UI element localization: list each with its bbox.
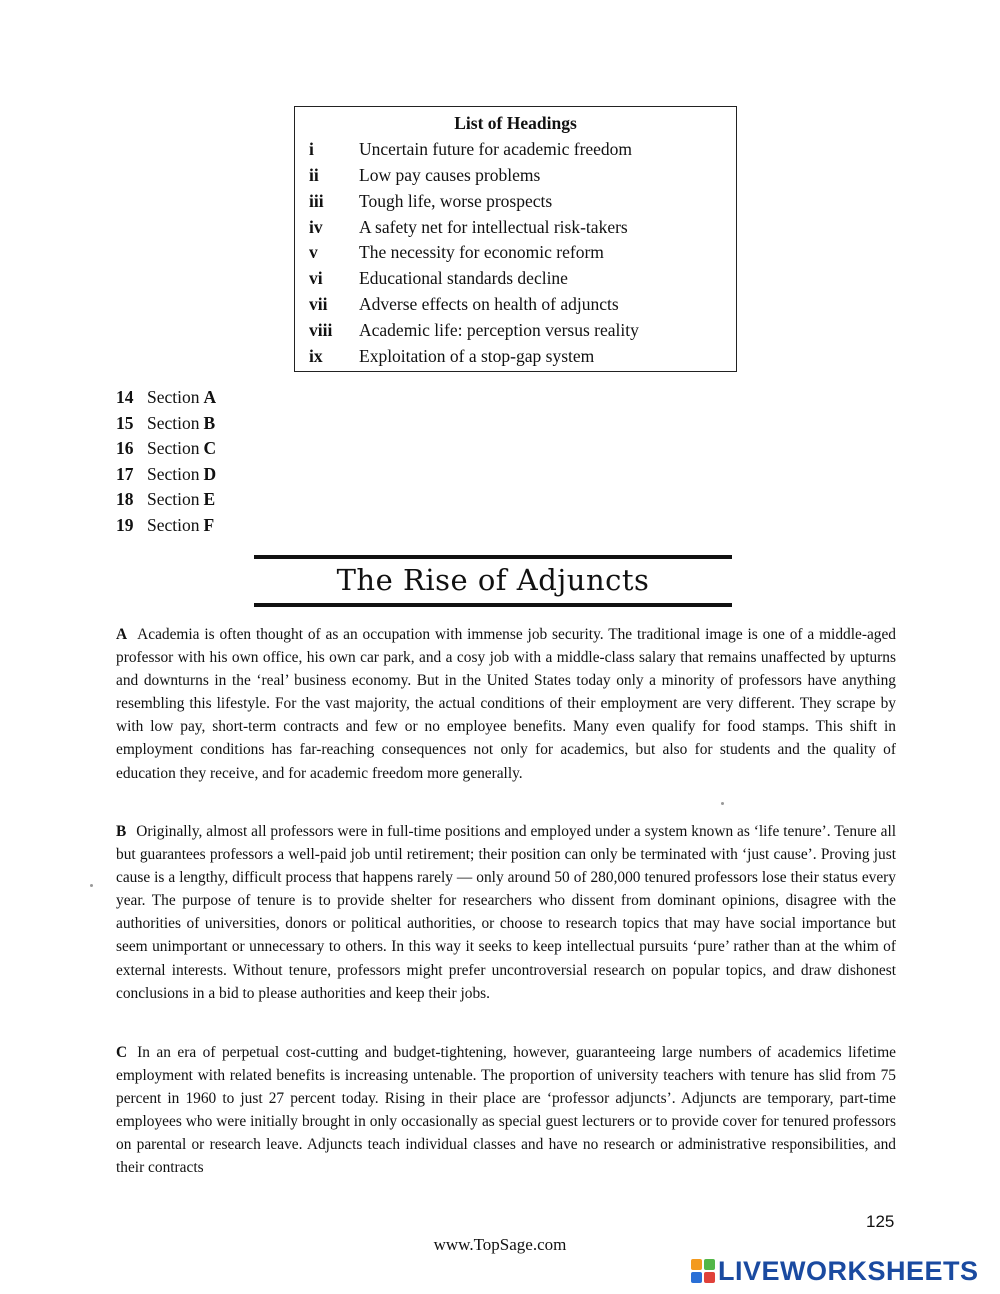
heading-text: Academic life: perception versus reality <box>359 320 639 340</box>
title-rule-top <box>254 555 732 559</box>
headings-title: List of Headings <box>454 113 577 133</box>
paragraph-letter: B <box>116 823 127 840</box>
paragraph-text: In an era of perpetual cost-cutting and budget-tightening, however, guaranteeing large numbers of academics lifetime employment with related benefits is increasing untenable. The proportion of university teachers with tenure has slid from 75 percent in 1960 to just 27 percent today. Rising in their place are ‘professor adjuncts’. Adjuncts are temporary, part-time employees who were initially brought in only occasionally as special guest lecturers or to provide cover for tenured professors on parental or research leave. Adjuncts teach individual classes and have no research or administrative responsibilities, and their contracts <box>116 1044 896 1177</box>
heading-numeral: vii <box>309 294 328 314</box>
question-number: 19 <box>116 515 134 535</box>
heading-text: Uncertain future for academic freedom <box>359 139 633 159</box>
paragraph-a <box>116 623 896 785</box>
question-row <box>116 489 215 510</box>
heading-text: The necessity for economic reform <box>359 242 604 262</box>
heading-numeral: vi <box>309 268 323 288</box>
question-row <box>116 464 216 485</box>
heading-numeral: v <box>309 242 318 262</box>
question-label: Section <box>147 515 200 535</box>
paragraph-letter: A <box>116 626 128 643</box>
heading-numeral: ii <box>309 165 319 185</box>
liveworksheets-logo-icon <box>690 1258 716 1284</box>
question-section-letter: E <box>203 489 216 509</box>
question-section-letter: F <box>203 515 215 535</box>
question-number: 14 <box>116 387 134 407</box>
page-number: 125 <box>866 1212 895 1231</box>
question-label: Section <box>147 489 200 509</box>
heading-text: Educational standards decline <box>359 268 568 288</box>
question-number: 16 <box>116 438 134 458</box>
question-section-letter: C <box>203 438 217 458</box>
question-label: Section <box>147 464 200 484</box>
question-row <box>116 413 215 434</box>
question-label: Section <box>147 413 200 433</box>
question-section-letter: A <box>203 387 217 407</box>
heading-text: A safety net for intellectual risk-takers <box>359 217 628 237</box>
paragraph-text: Originally, almost all professors were in full-time positions and employed under a system known as ‘life tenure’. Tenure all but guarantees professors a well-paid job until retirement; their position can only be terminated with ‘just cause’. Proving just cause is a lengthy, difficult process that happens rarely — only around 50 of 280,000 tenured professors lose their status every year. The purpose of tenure is to provide shelter for researchers who dissent from dominant opinions, disagree with the authorities of universities, donors or political authorities, or choose to research topics that may have social importance but seem unimportant or unnecessary to others. In this way it seeks to keep intellectual pursuits ‘pure’ rather than at the whim of external interests. Without tenure, professors might prefer uncontroversial research on popular topics, and draw dishonest conclusions in a bid to please authorities and keep their jobs. <box>116 823 896 1002</box>
heading-numeral: iv <box>309 217 323 237</box>
heading-numeral: i <box>309 139 314 159</box>
brand-name: LIVEWORKSHEETS <box>718 1256 979 1286</box>
paragraph-letter: C <box>116 1044 128 1061</box>
scan-speck <box>721 802 724 805</box>
scan-speck <box>90 884 93 887</box>
title-rule-bottom <box>254 603 732 607</box>
heading-numeral: viii <box>309 320 333 340</box>
heading-text: Exploitation of a stop-gap system <box>359 346 595 366</box>
heading-numeral: iii <box>309 191 324 211</box>
question-label: Section <box>147 387 200 407</box>
heading-text: Adverse effects on health of adjuncts <box>359 294 619 314</box>
question-row <box>116 515 214 536</box>
question-label: Section <box>147 438 200 458</box>
article-title: The Rise of Adjuncts <box>336 563 650 597</box>
question-number: 18 <box>116 489 134 509</box>
list-of-headings-box <box>294 106 737 372</box>
heading-text: Low pay causes problems <box>359 165 541 185</box>
heading-numeral: ix <box>309 346 323 366</box>
question-number: 17 <box>116 464 134 484</box>
question-row <box>116 387 216 408</box>
paragraph-b <box>116 820 896 1005</box>
footer-url: www.TopSage.com <box>433 1235 567 1254</box>
paragraph-c <box>116 1041 896 1180</box>
heading-text: Tough life, worse prospects <box>359 191 553 211</box>
question-number: 15 <box>116 413 134 433</box>
question-row <box>116 438 216 459</box>
paragraph-text: Academia is often thought of as an occupation with immense job security. The traditional image is one of a middle-aged professor with his own office, his own car park, and a cosy job with a middle-class salary that remains unaffected by upturns and downturns in the ‘real’ business economy. But in the United States today only a minority of professors have anything resembling this lifestyle. For the vast majority, the actual conditions of their employment are very different. They scrape by with low pay, short-term contracts and few or no employee benefits. Many even qualify for food stamps. This shift in employment conditions has far-reaching consequences not only for academics, but also for students and the quality of education they receive, and for academic freedom more generally. <box>116 626 896 782</box>
question-section-letter: B <box>203 413 216 433</box>
question-section-letter: D <box>203 464 217 484</box>
